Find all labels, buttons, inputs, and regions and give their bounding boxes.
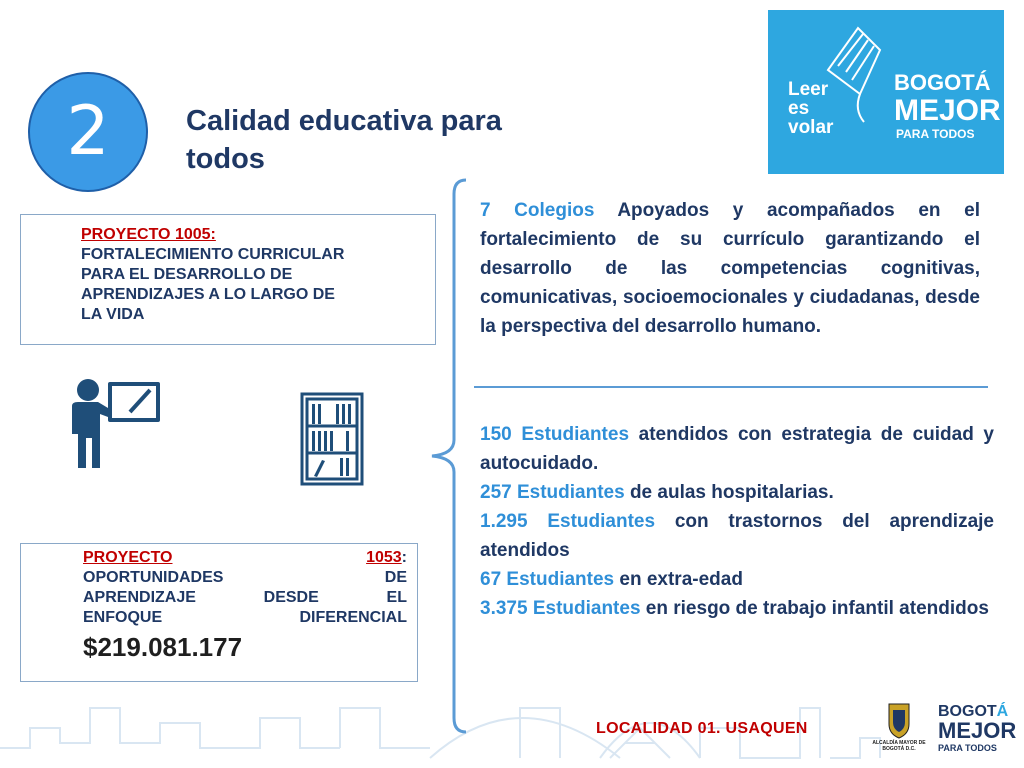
- campaign-text: [788, 80, 833, 137]
- project-1005-box: [20, 214, 436, 345]
- info-item-highlight: 150 Estudiantes: [480, 424, 630, 445]
- project-1005-heading: PROYECTO 1005:: [81, 226, 216, 243]
- info-colegios-highlight: 7 Colegios: [480, 200, 595, 221]
- section-number-badge: [28, 72, 148, 192]
- alcaldia-label: ALCALDÍA MAYOR DE BOGOTÁ D.C.: [872, 740, 926, 752]
- info-item: [480, 507, 994, 565]
- section-divider: [474, 386, 988, 388]
- project-1053-word: EL: [386, 589, 407, 606]
- project-1053-amount: $219.081.177: [83, 632, 243, 662]
- info-item-text: en extra-edad: [614, 569, 743, 590]
- section-number: 2: [66, 92, 110, 171]
- project-1005-line: FORTALECIMIENTO CURRICULAR: [81, 246, 345, 263]
- project-1053-word: APRENDIZAJE: [83, 589, 196, 606]
- brand-middle: MEJOR: [894, 94, 1001, 127]
- info-item: [480, 565, 994, 594]
- project-1053-word: DESDE: [263, 589, 319, 606]
- project-1053-heading-number: 1053: [366, 549, 402, 566]
- footer-brand-top-b: Á: [996, 703, 1009, 720]
- info-item-text: en riesgo de trabajo infantil atendidos: [640, 598, 989, 619]
- project-1005-line: LA VIDA: [81, 306, 145, 323]
- project-1005-line: PARA EL DESARROLLO DE: [81, 266, 293, 283]
- brand-bottom: PARA TODOS: [896, 127, 975, 141]
- info-item: [480, 594, 994, 623]
- campaign-line-1: Leer: [788, 79, 829, 100]
- bookshelf-icon: [300, 392, 364, 486]
- project-1053-word: DIFERENCIAL: [299, 609, 407, 626]
- info-item: [480, 478, 994, 507]
- project-1053-word: DE: [384, 569, 407, 586]
- info-item-highlight: 257 Estudiantes: [480, 482, 625, 503]
- project-1053-word: ENFOQUE: [83, 609, 163, 626]
- footer-brand-middle: MEJOR: [938, 718, 1017, 743]
- project-1053-heading-number-wrap: [366, 548, 407, 568]
- project-1053-heading-colon: :: [401, 549, 407, 566]
- project-1053-box: [20, 543, 418, 682]
- info-estudiantes: [480, 420, 994, 623]
- info-colegios: [480, 196, 980, 341]
- leer-es-volar-logo: [768, 10, 1004, 174]
- coat-of-arms-icon: [872, 700, 926, 740]
- info-colegios-text: Apoyados y acompañados en el fortalecimiento de su currículo garantizando el desarrollo de las competencias cognitivas, comunicativas, socioemocionales y ciudadanas, desde la perspectiva del desarrollo humano.: [480, 200, 980, 337]
- project-1053-line: [83, 608, 407, 628]
- info-item-text: de aulas hospitalarias.: [624, 482, 834, 503]
- info-item-text: con trastornos del aprendizaje atendidos: [480, 511, 994, 561]
- project-1053-line: [83, 588, 407, 608]
- info-item: [480, 420, 994, 478]
- campaign-line-3: volar: [788, 117, 834, 138]
- footer-brand-bottom: PARA TODOS: [938, 743, 997, 753]
- project-1053-heading: [83, 548, 407, 568]
- campaign-line-2: es: [788, 98, 810, 119]
- info-item-highlight: 67 Estudiantes: [480, 569, 615, 590]
- curly-brace-divider: [418, 178, 468, 738]
- info-item-highlight: 3.375 Estudiantes: [480, 598, 641, 619]
- section-title: Calidad educativa para todos: [186, 105, 502, 175]
- info-item-highlight: 1.295 Estudiantes: [480, 511, 656, 532]
- brand-top: BOGOTÁ: [894, 70, 991, 95]
- footer-brand-top-a: BOGOT: [938, 703, 997, 720]
- project-1053-word: OPORTUNIDADES: [83, 569, 224, 586]
- locality-label: LOCALIDAD 01. USAQUEN: [596, 720, 808, 737]
- project-1053-heading-word: PROYECTO: [83, 549, 173, 566]
- teacher-icon: [66, 378, 166, 474]
- project-1005-line: APRENDIZAJES A LO LARGO DE: [81, 286, 335, 303]
- project-1053-line: [83, 568, 407, 588]
- footer-logos: [872, 700, 1022, 760]
- info-item-text: atendidos con estrategia de cuidad y autocuidado.: [480, 424, 994, 474]
